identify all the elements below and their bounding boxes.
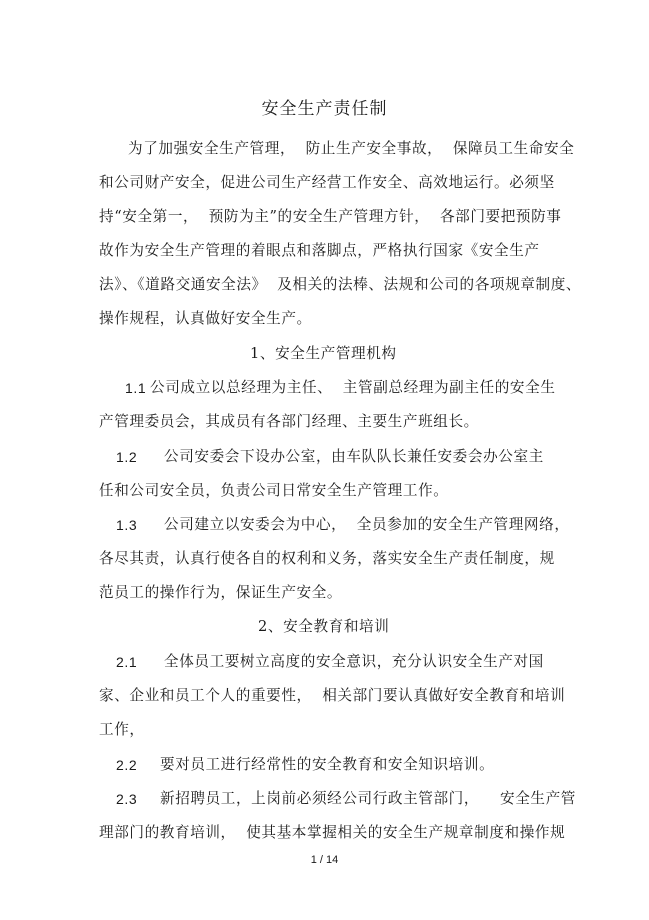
item-1-2-line-2: 任和公司安全员，负责公司日常安全生产管理工作。 <box>99 482 449 499</box>
item-2-1-line-2: 家、企业和员工个人的重要性， 相关部门要认真做好安全教育和培训 <box>99 687 566 704</box>
intro-line-6: 操作规程，认真做好安全生产。 <box>99 310 312 327</box>
section-heading-2: 2、安全教育和培训 <box>258 618 390 635</box>
item-1-1-line-2: 产管理委员会，其成员有各部门经理、主要生产班组长。 <box>99 413 479 430</box>
item-1-3-line-1: 公司建立以安委会为中心， 全员参加的安全生产管理网络， <box>164 516 570 533</box>
item-1-1-line-1: 公司成立以总经理为主任、 主管副总经理为副主任的安全生 <box>150 379 556 396</box>
item-2-2-line-1: 要对员工进行经常性的安全教育和安全知识培训。 <box>160 756 495 773</box>
item-1-3-line-3: 范员工的操作行为，保证生产安全。 <box>99 584 343 601</box>
item-2-3-line-1: 新招聘员工，上岗前必须经公司行政主管部门， 安全生产管 <box>160 790 576 807</box>
item-1-2-line-1: 公司安委会下设办公室，由车队队长兼任安委会办公室主 <box>164 448 544 465</box>
intro-line-4: 故作为安全生产管理的着眼点和落脚点，严格执行国家《安全生产 <box>99 242 540 259</box>
item-number: 1.2 <box>116 449 138 465</box>
page-number: 1 / 14 <box>310 854 339 866</box>
item-number: 2.3 <box>116 791 138 807</box>
intro-line-1: 为了加强安全生产管理， 防止生产安全事故， 保障员工生命安全 <box>128 140 575 157</box>
item-number: 2.1 <box>116 654 138 670</box>
item-2-3-line-2: 理部门的教育培训， 使其基本掌握相关的安全生产规章制度和操作规 <box>99 824 566 841</box>
intro-line-5: 法》、《道路交通安全法》 及相关的法棒、法规和公司的各项规章制度、 <box>99 276 582 293</box>
item-1-3-line-2: 各尽其责，认真行使各自的权利和义务，落实安全生产责任制度，规 <box>99 550 555 567</box>
item-2-1-line-3: 工作， <box>99 721 145 738</box>
item-number: 1.3 <box>116 517 138 533</box>
item-2-1-line-1: 全体员工要树立高度的安全意识，充分认识安全生产对国 <box>164 653 544 670</box>
section-heading-1: 1、安全生产管理机构 <box>250 345 397 362</box>
item-number: 1.1 <box>125 380 147 396</box>
item-number: 2.2 <box>116 757 138 773</box>
intro-line-3: 持“安全第一， 预防为主”的安全生产管理方针， 各部门要把预防事 <box>99 208 562 225</box>
intro-line-2: 和公司财产安全，促进公司生产经营工作安全、高效地运行。必须坚 <box>99 174 555 191</box>
page-title: 安全生产责任制 <box>261 99 388 119</box>
